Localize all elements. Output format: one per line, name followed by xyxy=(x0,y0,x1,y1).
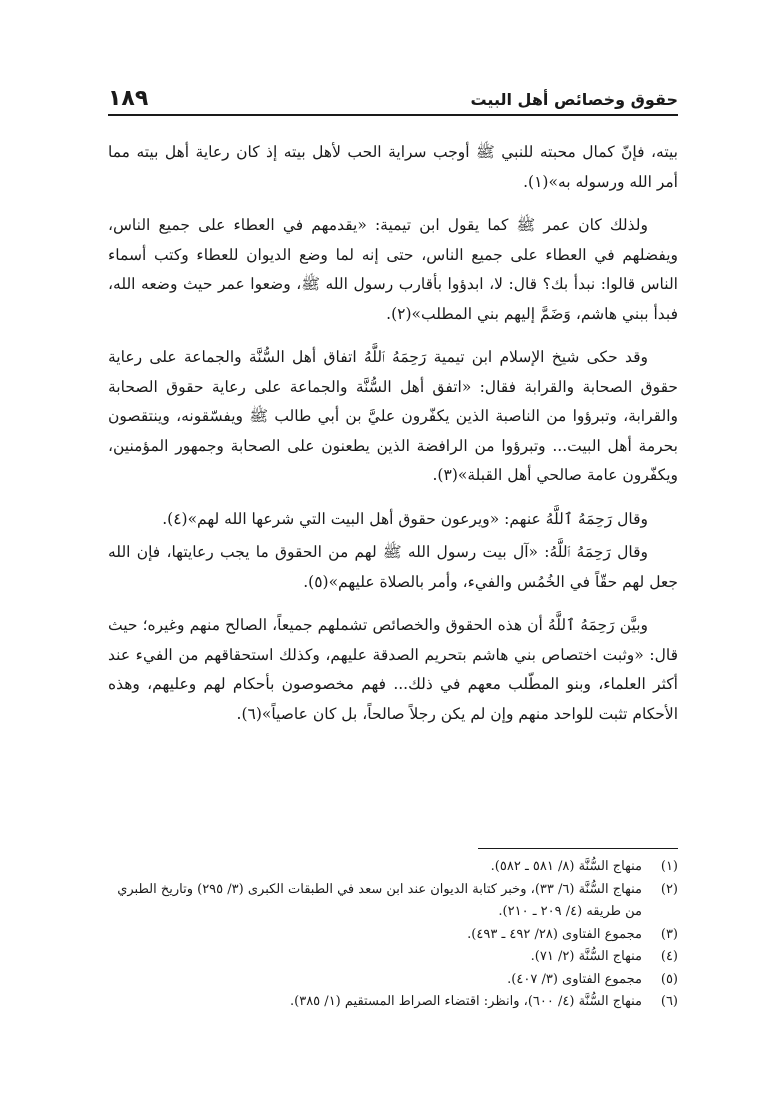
running-header xyxy=(108,82,678,112)
footnote-number: (٢) xyxy=(660,881,678,897)
footnote-text: مجموع الفتاوى (٢٨/ ٤٩٢ ـ ٤٩٣). xyxy=(467,926,642,942)
footnote-rule xyxy=(478,848,678,849)
footnote-text: منهاج السُّنَّة (٢/ ٧١). xyxy=(530,949,642,964)
footnote-number: (٣) xyxy=(660,926,678,942)
footnote-text: منهاج السُّنَّة (٦/ ٣٣)، وخبر كتابة الديوان عند ابن سعد في الطبقات الكبرى (٣/ ٢٩٥) وتاريخ الطبري من طريقه (٤/ ٢٠٩ ـ ٢١٠). xyxy=(117,881,642,919)
paragraph: وقال رَحِمَهُ ٱللَّهُ: «آل بيت رسول الله ﷺ لهم من الحقوق ما يجب رعايتها، فإن الله جعل لهم حقّاً في الخُمُس والفيء، وأمر بالصلاة عليهم»(٥). xyxy=(108,543,678,591)
running-title: حقوق وخصائص أهل البيت xyxy=(470,90,678,109)
footnote xyxy=(108,856,678,879)
header-rule xyxy=(108,114,678,116)
footnotes xyxy=(108,856,678,1014)
paragraph: ولذلك كان عمر ﷺ كما يقول ابن تيمية: «يقدمهم في العطاء على جميع الناس، ويفضلهم في العطاء على جميع الناس، حتى إنه لما وضع الديوان للعطاء وكتب أسماء الناس قالوا: نبدأ بك؟ قال: لا، ابدؤوا بأقارب رسول الله ﷺ، وضعوا عمر حيث وضعه الله، فبدأ ببني هاشم، وَضَمَّ إليهم بني المطلب»(٢). xyxy=(108,216,678,323)
footnote-number: (٥) xyxy=(660,971,678,987)
footnote xyxy=(108,879,678,924)
paragraph: وبيَّن رَحِمَهُ ٱللَّهُ أن هذه الحقوق والخصائص تشملهم جميعاً، الصالح منهم وغيره؛ حيث قال: «وثبت اختصاص بني هاشم بتحريم الصدقة عليهم، وكذلك استحقاقهم من الفيء عند أكثر العلماء، وبنو المطّلب معهم في ذلك... فهم مخصوصون بأحكام لهم وعليهم، وهذه الأحكام تثبت للواحد منهم وإن لم يكن رجلاً صالحاً، بل كان عاصياً»(٦). xyxy=(108,616,678,723)
footnote xyxy=(108,924,678,947)
footnote xyxy=(108,969,678,992)
footnote-number: (٤) xyxy=(660,949,678,964)
footnote-text: مجموع الفتاوى (٣/ ٤٠٧). xyxy=(507,971,642,987)
footnote-number: (٦) xyxy=(660,994,678,1009)
paragraph: بيته، فإنّ كمال محبته للنبي ﷺ أوجب سراية الحب لأهل بيته إذ كان رعاية أهل بيته مما أمر الله ورسوله به»(١). xyxy=(108,143,678,191)
main-text xyxy=(108,138,678,743)
footnote xyxy=(108,946,678,969)
paragraph: وقد حكى شيخ الإسلام ابن تيمية رَحِمَهُ ٱللَّهُ اتفاق أهل السُّنَّة والجماعة على رعاية حقوق الصحابة والقرابة فقال: «اتفق أهل السُّنَّة والجماعة على رعاية حقوق الصحابة والقرابة، وتبرؤوا من الناصبة الذين يكفّرون عليَّ بن أبي طالب ﷺ ويفسّقونه، وينتقصون بحرمة أهل البيت... وتبرؤوا من الرافضة الذين يطعنون على الصحابة وجمهور المؤمنين، ويكفّرون عامة صالحي أهل القبلة»(٣). xyxy=(108,348,678,484)
footnote-number: (١) xyxy=(660,859,678,874)
footnote xyxy=(108,991,678,1014)
footnote-text: منهاج السُّنَّة (٨/ ٥٨١ ـ ٥٨٢). xyxy=(490,859,642,874)
footnote-text: منهاج السُّنَّة (٤/ ٦٠٠)، وانظر: اقتضاء الصراط المستقيم (١/ ٣٨٥). xyxy=(290,994,642,1009)
paragraph: وقال رَحِمَهُ ٱللَّهُ عنهم: «ويرعون حقوق أهل البيت التي شرعها الله لهم»(٤). xyxy=(162,509,648,528)
page-number: ١٨٩ xyxy=(108,86,149,111)
